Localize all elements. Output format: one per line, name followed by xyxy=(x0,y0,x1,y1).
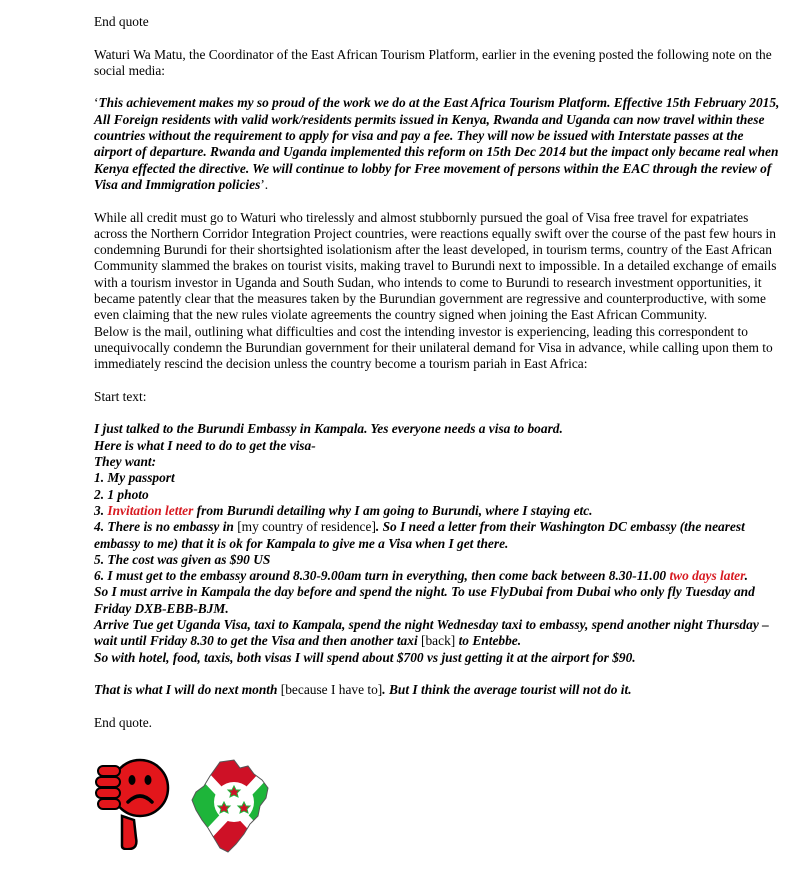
end-quote-bottom: End quote. xyxy=(94,714,153,730)
email-line: So I must arrive in Kampala the day before and spend the night. To use FlyDubai from Dubai who only fly Tuesday and Friday DXB-EBB-BJM. xyxy=(94,584,755,616)
list-number: 3. xyxy=(94,502,108,518)
burundi-map-flag-icon xyxy=(188,758,280,856)
start-text-label: Start text: xyxy=(94,388,147,404)
invitation-letter-highlight: Invitation letter xyxy=(107,502,194,518)
email-text-fragment: . But I think the average tourist will not do it. xyxy=(382,682,632,698)
email-line xyxy=(94,519,784,552)
editor-insert: [my country of residence] xyxy=(237,519,376,535)
editor-insert: [because I have to] xyxy=(280,682,383,698)
email-text-fragment: 6. I must get to the embassy around 8.30-9.00am turn in everything, then come back between 8.30-11.00 xyxy=(94,568,670,584)
email-text-fragment: . So I need a letter from their Washington DC embassy (the nearest embassy to me) that it is ok for Kampala to give me a Visa when I get there. xyxy=(94,519,745,551)
body-paragraph-1: While all credit must go to Waturi who tirelessly and almost stubbornly pursued the goal of Visa free travel for expatriates across the Northern Corridor Integration Project countries, were reactions equally swift over the course of the past few hours in condemning Burundi for their shortsighted isolationism after the least developed, in tourism terms, country of the East African Community slammed the brakes on tourist visits, making travel to Burundi next to impossible. In a detailed exchange of emails with a tourism investor in Uganda and South Sudan, who intends to come to Burundi to research investment opportunities, it became patently clear that the measures taken by the Burundian government are regressive and counterproductive, with some even claiming that the new rules violate agreements the country signed when joining the East African Community. xyxy=(94,209,777,323)
email-line xyxy=(94,568,784,584)
quote-close-mark: ’. xyxy=(260,176,269,192)
email-text-fragment: Arrive Tue get Uganda Visa, taxi to Kampala, spend the night Wednesday taxi to embassy, spend another night Thursday – wait until Friday 8.30 to get the Visa and then another taxi xyxy=(94,616,769,649)
two-days-later-highlight: two days later xyxy=(669,568,745,584)
end-quote-top: End quote xyxy=(94,14,149,29)
email-line: Here is what I need to do to get the visa- xyxy=(94,437,316,453)
sad-thumbs-down-icon xyxy=(92,758,182,850)
quote-open-mark: ‘ xyxy=(94,95,99,111)
email-line: I just talked to the Burundi Embassy in Kampala. Yes everyone needs a visa to board. xyxy=(94,421,563,437)
email-text-fragment: from Burundi detailing why I am going to Burundi, where I staying etc. xyxy=(193,502,593,518)
email-text-fragment: That is what I will do next month xyxy=(94,682,281,698)
quote-paragraph xyxy=(94,95,784,193)
quote-text: This achievement makes my so proud of the work we do at the East Africa Tourism Platform. Effective 15th February 2015, All Foreign residents with valid work/residents permits issued in Kenya, Rwanda and Uganda can now travel within these countries without the requirement to apply for visa and pay a fee. They will now be issued with Interstate passes at the airport of departure. Rwanda and Uganda implemented this reform on 15th Dec 2014 but the impact only became real when Kenya effected the directive. We will continue to lobby for Free movement of persons within the EAC through the review of Visa and Immigration policies xyxy=(94,95,780,192)
email-line: 2. 1 photo xyxy=(94,486,149,502)
email-blank-line xyxy=(94,666,784,682)
email-line: They want: xyxy=(94,454,157,470)
article xyxy=(94,14,784,731)
email-line xyxy=(94,503,784,519)
email-text-fragment: . xyxy=(744,568,748,584)
email-line: So with hotel, food, taxis, both visas I will spend about $700 vs just getting it at the airport for $90. xyxy=(94,649,636,665)
email-line: 1. My passport xyxy=(94,470,175,486)
intro-paragraph: Waturi Wa Matu, the Coordinator of the East African Tourism Platform, earlier in the evening posted the following note on the social media: xyxy=(94,46,772,78)
email-line: 5. The cost was given as $90 US xyxy=(94,551,271,567)
editor-insert: [back] xyxy=(421,633,456,649)
email-line xyxy=(94,617,784,650)
email-text-fragment: to Entebbe. xyxy=(455,633,522,649)
email-line xyxy=(94,682,784,698)
email-text xyxy=(94,421,784,698)
email-text-fragment: 4. There is no embassy in xyxy=(94,519,238,535)
body-paragraph-2: Below is the mail, outlining what difficulties and cost the intending investor is experiencing, leading this correspondent to unequivocally condemn the Burundian government for their unilateral demand for Visa in advance, while calling upon them to immediately rescind the decision unless the country become a tourism pariah in East Africa: xyxy=(94,323,773,372)
illustrations xyxy=(92,758,282,858)
